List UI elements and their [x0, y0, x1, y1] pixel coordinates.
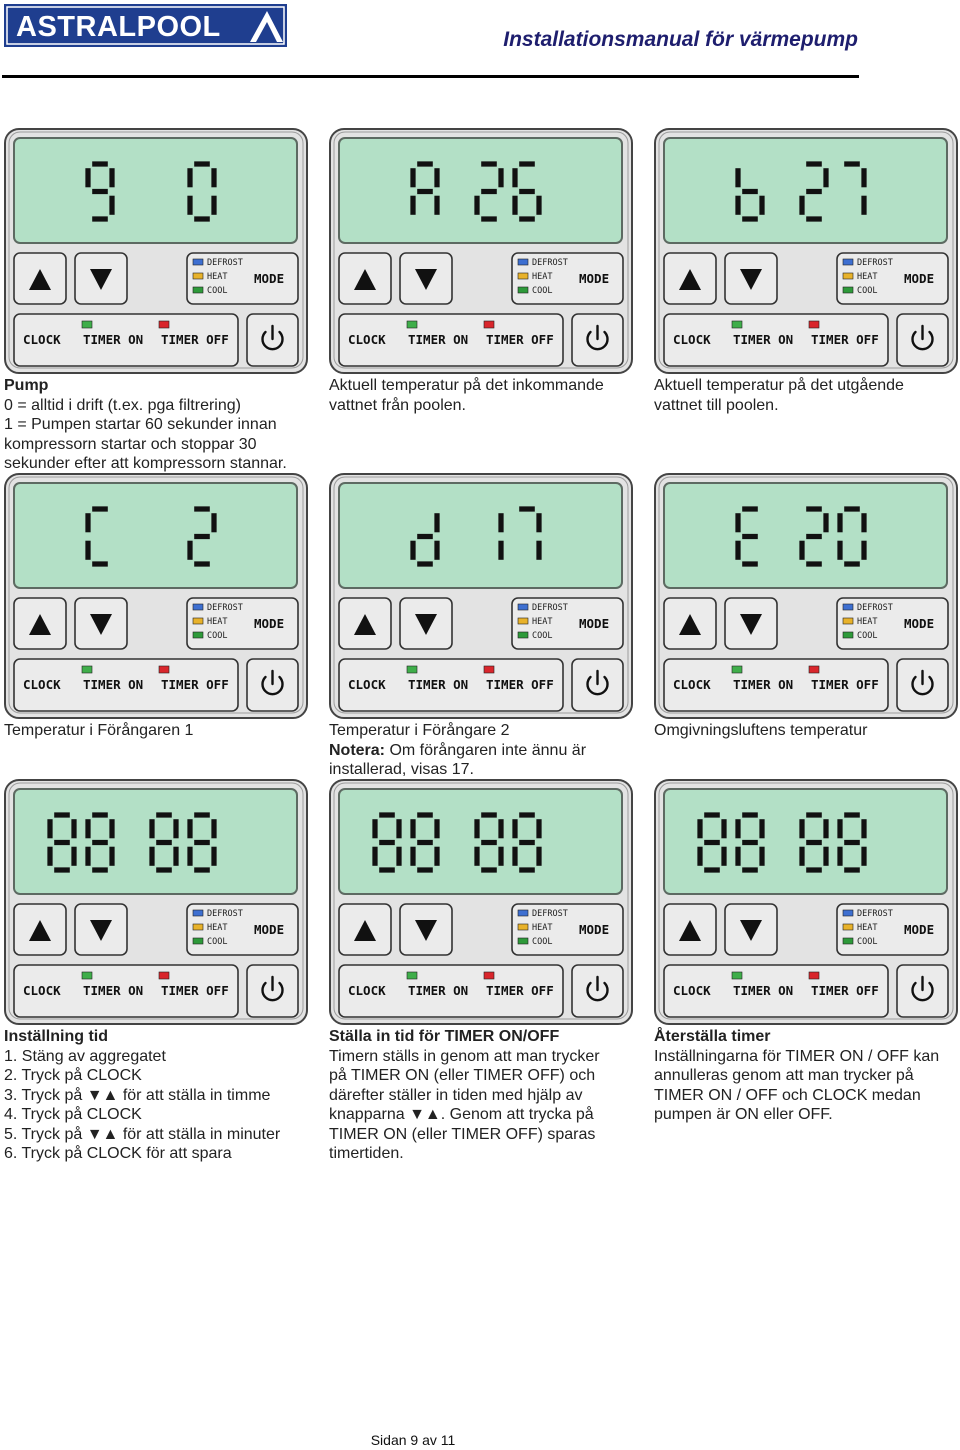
timer-on-button[interactable]: TIMER ON [733, 983, 794, 998]
controller-panel [654, 473, 958, 719]
mode-label: MODE [904, 616, 935, 631]
caption-line: Timern ställs in genom att man trycker [329, 1047, 600, 1065]
timer-off-button[interactable]: TIMER OFF [486, 983, 554, 998]
caption-line: 4. Tryck på CLOCK [4, 1106, 142, 1123]
timer-on-button[interactable]: TIMER ON [733, 677, 794, 692]
timer-on-indicator [82, 972, 92, 979]
caption-line: 5. Tryck på ▼▲ för att ställa in minuter [4, 1125, 281, 1143]
caption-line: knapparna ▼▲. Genom att trycka på [329, 1106, 594, 1123]
caption-line: annulleras genom att man trycker på [654, 1067, 914, 1084]
caption-line: timertiden. [329, 1145, 404, 1162]
timer-off-indicator [159, 972, 169, 979]
caption-set-time [4, 1027, 319, 1164]
defrost-indicator [843, 604, 853, 610]
timer-on-button[interactable]: TIMER ON [83, 332, 144, 347]
clock-button[interactable]: CLOCK [23, 332, 61, 347]
controller-panel [329, 779, 633, 1025]
caption-line: 2. Tryck på CLOCK [4, 1067, 142, 1084]
defrost-label: DEFROST [207, 909, 243, 919]
caption-title: Inställning tid [4, 1028, 108, 1045]
mode-label: MODE [254, 616, 285, 631]
defrost-indicator [193, 259, 203, 265]
caption-inlet [329, 376, 644, 415]
caption-line: pumpen är ON eller OFF. [654, 1106, 833, 1123]
heat-label: HEAT [857, 923, 878, 933]
timer-off-indicator [809, 321, 819, 328]
timer-on-indicator [82, 321, 92, 328]
defrost-indicator [193, 910, 203, 916]
cool-indicator [518, 287, 528, 293]
caption-line: kompressorn startar och stoppar 30 [4, 435, 257, 453]
caption-pump [4, 376, 319, 474]
caption-line: 3. Tryck på ▼▲ för att ställa in timme [4, 1086, 271, 1104]
cool-indicator [193, 287, 203, 293]
heat-label: HEAT [207, 923, 228, 933]
timer-off-button[interactable]: TIMER OFF [811, 677, 879, 692]
defrost-label: DEFROST [857, 603, 893, 613]
timer-on-button[interactable]: TIMER ON [733, 332, 794, 347]
lcd-display [664, 138, 947, 243]
caption-reset-timer [654, 1027, 959, 1125]
heat-indicator [193, 273, 203, 279]
timer-off-indicator [484, 321, 494, 328]
timer-off-button[interactable]: TIMER OFF [486, 677, 554, 692]
timer-on-indicator [732, 321, 742, 328]
cool-indicator [843, 632, 853, 638]
controller-panel [654, 128, 958, 374]
defrost-indicator [518, 259, 528, 265]
mode-label: MODE [579, 271, 610, 286]
note-text: Om förångaren inte ännu är [385, 741, 587, 759]
defrost-indicator [193, 604, 203, 610]
caption-line: Temperatur i Förångaren 1 [4, 722, 194, 739]
caption-line: installerad, visas 17. [329, 761, 474, 778]
timer-off-indicator [484, 666, 494, 673]
heat-indicator [518, 273, 528, 279]
caption-line: Omgivningsluftens temperatur [654, 722, 868, 739]
timer-on-indicator [407, 972, 417, 979]
lcd-display [664, 483, 947, 588]
heat-indicator [518, 924, 528, 930]
controller-panel [4, 128, 308, 374]
note-label: Notera: [329, 741, 386, 759]
heat-indicator [193, 618, 203, 624]
caption-set-timer [329, 1027, 644, 1164]
caption-line: 0 = alltid i drift (t.ex. pga filtrering) [4, 396, 241, 414]
heat-indicator [843, 273, 853, 279]
cool-label: COOL [532, 286, 553, 296]
heat-label: HEAT [207, 617, 228, 627]
heat-label: HEAT [532, 272, 553, 282]
caption-line: Aktuell temperatur på det utgående [654, 377, 904, 394]
clock-button[interactable]: CLOCK [348, 983, 386, 998]
timer-off-indicator [484, 972, 494, 979]
caption-line: TIMER ON / OFF och CLOCK medan [654, 1086, 921, 1104]
lcd-display [14, 483, 297, 588]
heat-label: HEAT [857, 617, 878, 627]
timer-off-button[interactable]: TIMER OFF [161, 983, 229, 998]
astralpool-logo [4, 4, 287, 47]
timer-on-indicator [407, 321, 417, 328]
caption-line: sekunder efter att kompressorn stannar. [4, 455, 287, 472]
cool-label: COOL [207, 631, 228, 641]
defrost-indicator [518, 604, 528, 610]
timer-off-button[interactable]: TIMER OFF [161, 677, 229, 692]
caption-line: på TIMER ON (eller TIMER OFF) och [329, 1067, 596, 1084]
heat-label: HEAT [532, 923, 553, 933]
cool-label: COOL [207, 286, 228, 296]
controller-panel [329, 128, 633, 374]
defrost-indicator [843, 259, 853, 265]
cool-indicator [193, 938, 203, 944]
timer-on-button[interactable]: TIMER ON [408, 983, 469, 998]
timer-on-button[interactable]: TIMER ON [408, 332, 469, 347]
timer-on-indicator [732, 972, 742, 979]
heat-label: HEAT [207, 272, 228, 282]
document-title: Installationsmanual för värmepump [503, 28, 858, 51]
clock-button[interactable]: CLOCK [348, 332, 386, 347]
timer-on-button[interactable]: TIMER ON [83, 983, 144, 998]
clock-button[interactable]: CLOCK [348, 677, 386, 692]
defrost-label: DEFROST [207, 258, 243, 268]
logo-text: ASTRALPOOL [16, 11, 221, 43]
caption-ambient [654, 721, 960, 741]
controller-panel [329, 473, 633, 719]
clock-button[interactable]: CLOCK [23, 677, 61, 692]
timer-on-indicator [82, 666, 92, 673]
mode-label: MODE [579, 922, 610, 937]
clock-button[interactable]: CLOCK [673, 677, 711, 692]
mode-label: MODE [904, 922, 935, 937]
cool-indicator [843, 938, 853, 944]
mode-label: MODE [904, 271, 935, 286]
caption-line: Temperatur i Förångare 2 [329, 722, 510, 739]
heat-indicator [518, 618, 528, 624]
caption-outlet [654, 376, 960, 415]
caption-line: TIMER ON (eller TIMER OFF) sparas [329, 1125, 596, 1143]
lcd-display [339, 138, 622, 243]
cool-label: COOL [532, 631, 553, 641]
defrost-indicator [518, 910, 528, 916]
timer-on-indicator [732, 666, 742, 673]
lcd-display [14, 138, 297, 243]
caption-line: vattnet från poolen. [329, 396, 466, 414]
caption-line: Inställningarna för TIMER ON / OFF kan [654, 1047, 940, 1065]
timer-on-indicator [407, 666, 417, 673]
defrost-label: DEFROST [857, 909, 893, 919]
caption-evaporator-2 [329, 721, 644, 780]
heat-indicator [843, 924, 853, 930]
page-footer [0, 1432, 960, 1448]
defrost-label: DEFROST [207, 603, 243, 613]
defrost-label: DEFROST [532, 258, 568, 268]
heat-indicator [193, 924, 203, 930]
controller-panel [4, 779, 308, 1025]
timer-off-button[interactable]: TIMER OFF [486, 332, 554, 347]
timer-on-button[interactable]: TIMER ON [408, 677, 469, 692]
mode-label: MODE [254, 271, 285, 286]
clock-button[interactable]: CLOCK [673, 332, 711, 347]
timer-off-indicator [809, 666, 819, 673]
caption-line: vattnet till poolen. [654, 396, 779, 414]
lcd-display [339, 483, 622, 588]
timer-off-button[interactable]: TIMER OFF [161, 332, 229, 347]
caption-line: 1 = Pumpen startar 60 sekunder innan [4, 416, 277, 433]
timer-off-indicator [809, 972, 819, 979]
timer-on-button[interactable]: TIMER ON [83, 677, 144, 692]
caption-line: Aktuell temperatur på det inkommande [329, 377, 604, 394]
caption-line: därefter ställer in tiden med hjälp av [329, 1086, 583, 1104]
cool-label: COOL [857, 937, 878, 947]
cool-indicator [518, 632, 528, 638]
heat-label: HEAT [532, 617, 553, 627]
clock-button[interactable]: CLOCK [23, 983, 61, 998]
timer-off-button[interactable]: TIMER OFF [811, 332, 879, 347]
cool-label: COOL [532, 937, 553, 947]
caption-evaporator-1 [4, 721, 319, 741]
defrost-label: DEFROST [532, 909, 568, 919]
caption-title: Ställa in tid för TIMER ON/OFF [329, 1028, 560, 1045]
caption-line: 1. Stäng av aggregatet [4, 1047, 166, 1065]
caption-title: Återställa timer [654, 1028, 771, 1045]
caption-line: 6. Tryck på CLOCK för att spara [4, 1145, 232, 1162]
cool-label: COOL [857, 631, 878, 641]
cool-label: COOL [857, 286, 878, 296]
clock-button[interactable]: CLOCK [673, 983, 711, 998]
defrost-label: DEFROST [532, 603, 568, 613]
page-number: Sidan 9 av 11 [370, 1432, 456, 1448]
caption-title: Pump [4, 377, 49, 394]
header-divider [2, 75, 859, 78]
caption-note [329, 741, 644, 761]
cool-indicator [518, 938, 528, 944]
timer-off-indicator [159, 666, 169, 673]
mode-label: MODE [254, 922, 285, 937]
defrost-indicator [843, 910, 853, 916]
mode-label: MODE [579, 616, 610, 631]
timer-off-indicator [159, 321, 169, 328]
controller-panel [4, 473, 308, 719]
defrost-label: DEFROST [857, 258, 893, 268]
timer-off-button[interactable]: TIMER OFF [811, 983, 879, 998]
controller-panel [654, 779, 958, 1025]
cool-label: COOL [207, 937, 228, 947]
heat-indicator [843, 618, 853, 624]
cool-indicator [193, 632, 203, 638]
heat-label: HEAT [857, 272, 878, 282]
cool-indicator [843, 287, 853, 293]
